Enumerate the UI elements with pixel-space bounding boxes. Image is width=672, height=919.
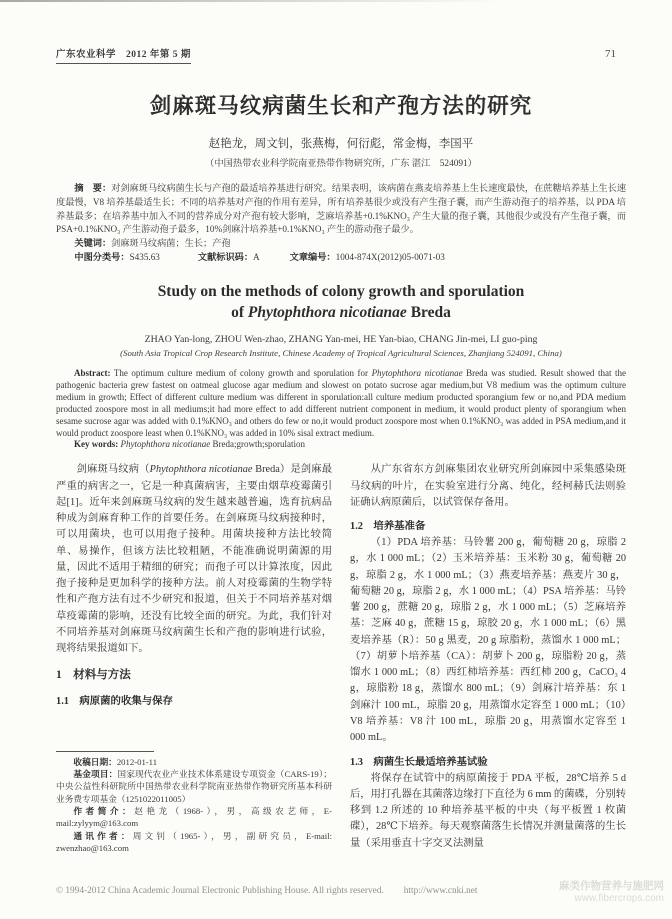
- column-right: [350, 462, 626, 854]
- species-name-italic: Phytophthora nicotianae: [118, 439, 211, 450]
- paragraph-media-list: （1）PDA 培养基：马铃薯 200 g，葡萄糖 20 g，琼脂 2 g，水 1 000 mL；（2）玉米培养基：玉米粉 30 g，葡萄糖 20 g，琼脂 2 g，水 1 000 mL；（3）燕麦培养基：燕麦片 30 g，葡萄糖 20 g，琼脂 2 g，水 1 000 mL；（4）PSA 培养基：马铃薯 200 g，蔗糖 20 g，琼脂 2 g，水 1 000 mL；（5）芝麻培养基：芝麻 40 g，蔗糖 15 g，琼胶 20 g，水 1 000 mL；（6）黑麦培养基（R）：50 g 黑麦，20 g 琼脂粉，蒸馏水 1 000 mL；（7）胡萝卜培养基（CA）：胡萝卜 200 g，琼脂粉 20 g，蒸馏水 1 000 mL；（8）西红柿培养基：西红柿 200 g，CaCO₃ 4 g，琼脂粉 18 g，蒸馏水 800 mL；（9）剑麻汁培养基：东 1 剑麻汁 100 mL，琼脂 20 g，用蒸馏水定容至 1 000 mL；（10）V8 培养基：V8 汁 100 mL，琼脂 20 g，用蒸馏水定容至 1 000 mL。: [350, 537, 626, 744]
- species-name-italic: Phytophthora nicotianae: [371, 368, 463, 379]
- footnote-block: [56, 749, 332, 855]
- article-title-en-line1: Study on the methods of colony growth and sporulation: [157, 282, 525, 300]
- article-title-en: [56, 281, 626, 324]
- watermark-site-url: www.fibercrops.com: [574, 893, 664, 905]
- watermark-site-name: 麻类作物营养与施肥网: [559, 880, 664, 892]
- footnote-funding: 基金项目：国家现代农业产业技术体系建设专项资金（CARS-19）；中央公益性科研院所中国热带农业科学院南亚热带作物研究所基本科研业务费专项基金（1251022011005）: [56, 768, 332, 804]
- footnote-author-bio: 作者简介：赵艳龙（1968-），男，高级农艺师，E-mail:zylyym@163.com: [56, 805, 332, 829]
- keywords-label-en: Key words:: [74, 439, 119, 450]
- abstract-en: Abstract: The optimum culture medium of colony growth and sporulation for Phytophthora nicotianae Breda was studied. Result showed that the pathogenic bacteria grew fastest on oatmeal glucose agar medium and slowest on potato sucrose agar medium,but V8 medium was the optimum culture medium in growth; Effect of different culture medium was different in sporulation:all culture medium producted sporangium few or no,and PDA medium producted zoospore most in all mediums;it had more effect to add different nutrient component in medium, it would product plenty of sporangium when sesame sucrose agar was added with 0.1%KNO₃ and others do few or no,it would product zoospore most when 0.1%KNO₃ was added in PSA medium,and it would product zoospore least when 0.1%KNO₃ was added in 10% sisal extract medium.: [56, 368, 626, 438]
- page-number: 71: [605, 48, 616, 60]
- section-heading-1-3: 1.3 病菌生长最适培养基试验: [350, 756, 488, 768]
- paragraph-pathogen-collection: 从广东省东方剑麻集团农业研究所剑麻园中采集感染斑马纹病的叶片，在实验室进行分离、纯化，经柯赫氏法则验证确认病原菌后，以试管保存备用。: [350, 464, 626, 508]
- keywords-text-cn: 剑麻斑马纹病菌；生长；产孢: [111, 238, 231, 249]
- section-heading-1-1: 1.1 病原菌的收集与保存: [56, 696, 173, 708]
- keywords-label-cn: 关键词：: [74, 238, 112, 249]
- section-heading-1: 1 材料与方法: [56, 669, 131, 682]
- watermark: [559, 880, 664, 906]
- abstract-block-cn: [56, 182, 626, 265]
- doc-code-label: 文献标识码：: [197, 251, 254, 262]
- body-columns: [56, 462, 626, 854]
- page-header: [56, 46, 626, 64]
- authors-cn: 赵艳龙，周文钊，张燕梅，何衍彪，常金梅，李国平: [208, 138, 474, 150]
- footnote-received: 收稿日期：2012-01-11: [73, 756, 158, 767]
- affiliation-en: (South Asia Tropical Crop Research Institute, Chinese Academy of Tropical Agricultural Sciences, Zhanjiang 524091, China): [120, 348, 562, 359]
- affiliation-cn: （中国热带农业科学院南亚热带作物研究所，广东 湛江 524091）: [205, 159, 477, 169]
- cnki-url: http://www.cnki.net: [403, 886, 478, 896]
- footnote-corresponding: 通讯作者：周文钊（1965-），男，副研究员，E-mail: zwenzhao@163.com: [56, 830, 332, 853]
- abstract-label-cn: 摘 要：: [74, 183, 112, 193]
- paragraph-growth-test: 将保存在试管中的病原菌接于 PDA 平板，28℃培养 5 d 后，用打孔器在其菌落边缘打下直径为 6 mm 的菌碟，分别转移到 1.2 所述的 10 种培养基平板的中央（每平板置 1 枚菌碟），28℃下培养。每天观察菌落生长情况并测量菌落的生长量（采用垂直十字交叉法测量: [350, 772, 626, 849]
- keywords-en: Key words: Phytophthora nicotianae Breda;growth;sporulation: [74, 439, 305, 450]
- abstract-text-cn: 对剑麻斑马纹病菌生长与产孢的最适培养基进行研究。结果表明，该病菌在燕麦培养基上生长速度最快，在蔗糖培养基上生长速度最慢，V8 培养基最适生长；不同的培养基对产孢的作用有差异，所有培养基很少或没有产生孢子囊，而产生游动孢子的培养基，以 PDA 培养基最多；在培养基中加入不同的营养成分对产孢有较大影响，芝麻培养基+0.1%KNO₃ 产生大量的孢子囊，其他很少或没有产生孢子囊，而 PSA+0.1%KNO₃ 产生游动孢子最多，10%剑麻汁培养基+0.1%KNO₃ 产生的游动孢子最少。: [56, 183, 627, 235]
- intro-paragraph: 剑麻斑马纹病（Phytophthora nicotianae Breda）是剑麻最严重的病害之一，它是一种真菌病害，主要由烟草疫霉菌引起[1]。近年来剑麻斑马纹病的发生越来越普遍，选育抗病品种成为剑麻育种工作的首要任务。在剑麻斑马纹病接种时，可以用菌块，也可以用孢子接种。用菌块接种方法比较简单、易操作，但该方法比较粗陋，不能准确说明菌源的用量，因此不适用于精细的研究；而孢子可以计算浓度，因此孢子接种是更加科学的接种方法。前人对疫霉菌的生物学特性和产孢方法有过不少研究和报道，但关于不同培养基对烟草疫霉菌的影响，还没有比较全面的研究。为此，我们针对不同培养基对剑麻斑马纹病菌生长和产孢的影响进行试验，现将结果报道如下。: [56, 464, 332, 655]
- abstract-block-en: [56, 368, 626, 451]
- column-left: [56, 462, 332, 854]
- article-id: 1004-874X(2012)05-0071-03: [335, 251, 445, 262]
- journal-issue-label: 广东农业科学 2012 年第 5 期: [56, 46, 191, 64]
- authors-en: ZHAO Yan-long, ZHOU Wen-zhao, ZHANG Yan-mei, HE Yan-biao, CHANG Jin-mei, LI guo-ping: [144, 334, 538, 346]
- article-title-cn: 剑麻斑马纹病菌生长和产孢方法的研究: [149, 94, 533, 118]
- abstract-cn: [56, 182, 626, 237]
- article-id-label: 文章编号：: [289, 251, 336, 262]
- page-footer: [56, 880, 664, 906]
- clc-number: S435.63: [129, 251, 160, 262]
- clc-label: 中图分类号：: [74, 251, 130, 262]
- abstract-label-en: Abstract:: [74, 368, 111, 379]
- keywords-cn: [56, 237, 626, 251]
- section-heading-1-2: 1.2 培养基准备: [350, 521, 426, 533]
- footnote-rule: [56, 751, 154, 752]
- species-name-italic: Phytophthora nicotianae: [247, 304, 407, 322]
- doc-code: A: [253, 251, 260, 262]
- cnki-copyright: © 1994-2012 China Academic Journal Electronic Publishing House. All rights reserved. http://www.cnki.net: [56, 886, 478, 896]
- article-title-en-line2: of Phytophthora nicotianae Breda: [231, 304, 451, 322]
- species-name-italic: Phytophthora nicotianae: [149, 464, 253, 476]
- meta-row: [56, 251, 626, 265]
